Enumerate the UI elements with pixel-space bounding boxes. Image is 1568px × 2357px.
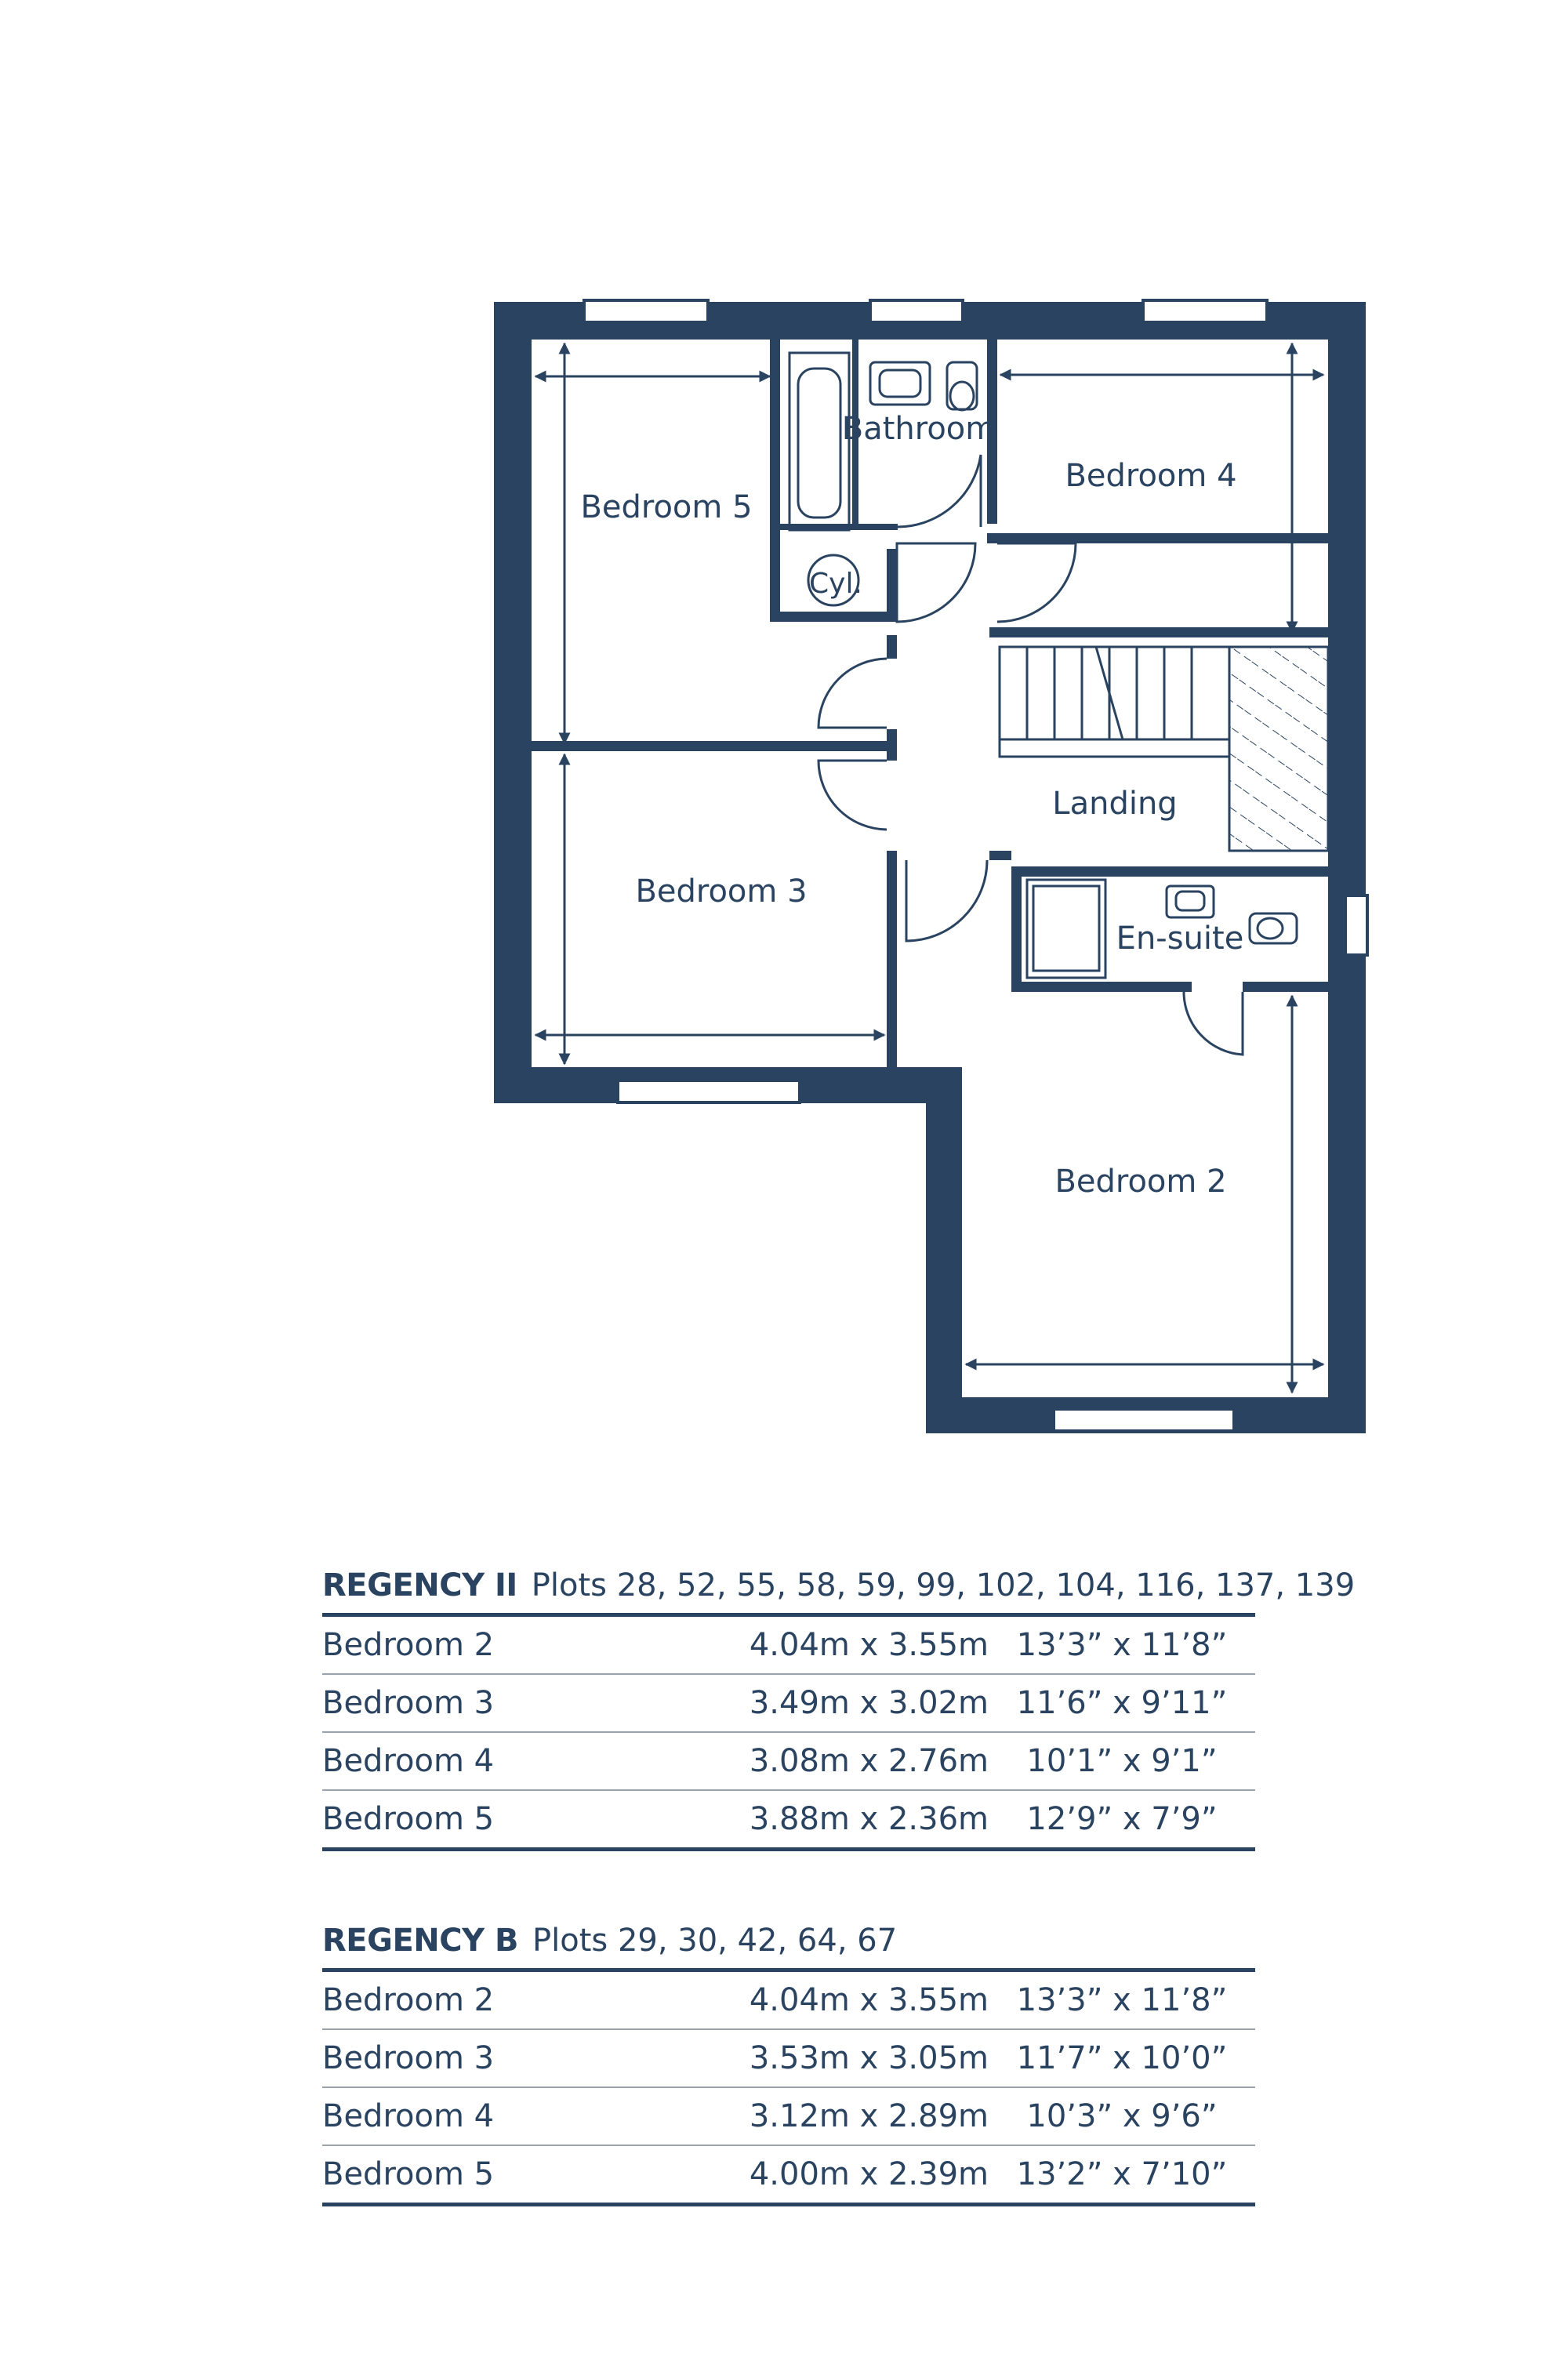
house-type-name: REGENCY B: [322, 1923, 518, 1959]
imperial-cell: 10’3” x 9’6”: [1026, 2098, 1218, 2134]
plots-list: Plots 28, 52, 55, 58, 59, 99, 102, 104, 116, 137, 139: [531, 1567, 1356, 1603]
table-row: [322, 2146, 1255, 2206]
house-type-name: REGENCY II: [322, 1567, 517, 1603]
imperial-cell: 13’3” x 11’8”: [1016, 1982, 1228, 2018]
plots-list: Plots 29, 30, 42, 64, 67: [532, 1923, 898, 1959]
table-row: [322, 1675, 1255, 1733]
table-row: [322, 2030, 1255, 2088]
imperial-cell: 10’1” x 9’1”: [1026, 1743, 1218, 1779]
room-label-cylinder: Cyl.: [809, 568, 862, 600]
room-cell: Bedroom 5: [322, 1801, 495, 1837]
table-header: [322, 1556, 1356, 1617]
dimensions-table-regency-b: [322, 1912, 1255, 2206]
metric-cell: 3.88m x 2.36m: [749, 1801, 989, 1837]
doors: [818, 455, 1243, 1055]
room-cell: Bedroom 4: [322, 1743, 495, 1779]
imperial-cell: 11’6” x 9’11”: [1016, 1685, 1228, 1721]
windows: [584, 300, 1367, 1431]
room-label-bedroom5: Bedroom 5: [580, 489, 753, 525]
table-row: [322, 2088, 1255, 2146]
metric-cell: 4.00m x 2.39m: [749, 2156, 989, 2192]
room-label-ensuite: En-suite: [1116, 921, 1244, 957]
metric-cell: 3.12m x 2.89m: [749, 2098, 989, 2134]
imperial-cell: 11’7” x 10’0”: [1016, 2040, 1228, 2076]
room-label-bedroom2: Bedroom 2: [1054, 1164, 1227, 1200]
room-cell: Bedroom 2: [322, 1627, 495, 1663]
room-cell: Bedroom 3: [322, 1685, 495, 1721]
imperial-cell: 13’2” x 7’10”: [1016, 2156, 1228, 2192]
metric-cell: 3.08m x 2.76m: [749, 1743, 989, 1779]
metric-cell: 3.53m x 3.05m: [749, 2040, 989, 2076]
table-row: [322, 1791, 1255, 1851]
room-label-bathroom: Bathroom: [841, 411, 996, 447]
metric-cell: 3.49m x 3.02m: [749, 1685, 989, 1721]
room-cell: Bedroom 2: [322, 1982, 495, 2018]
room-cell: Bedroom 5: [322, 2156, 495, 2192]
table-header: [322, 1912, 1255, 1972]
table-row: [322, 1733, 1255, 1791]
room-label-bedroom4: Bedroom 4: [1065, 458, 1237, 494]
room-label-landing: Landing: [1052, 786, 1178, 822]
shower-icon: [1027, 880, 1105, 978]
dimensions-table-regency-ii: [322, 1556, 1356, 1851]
imperial-cell: 13’3” x 11’8”: [1016, 1627, 1228, 1663]
metric-cell: 4.04m x 3.55m: [749, 1627, 989, 1663]
imperial-cell: 12’9” x 7’9”: [1026, 1801, 1218, 1837]
room-cell: Bedroom 4: [322, 2098, 495, 2134]
room-cell: Bedroom 3: [322, 2040, 495, 2076]
room-label-bedroom3: Bedroom 3: [635, 873, 808, 910]
table-row: [322, 1617, 1255, 1675]
metric-cell: 4.04m x 3.55m: [749, 1982, 989, 2018]
table-row: [322, 1972, 1255, 2030]
interior-walls: [532, 340, 1328, 1067]
